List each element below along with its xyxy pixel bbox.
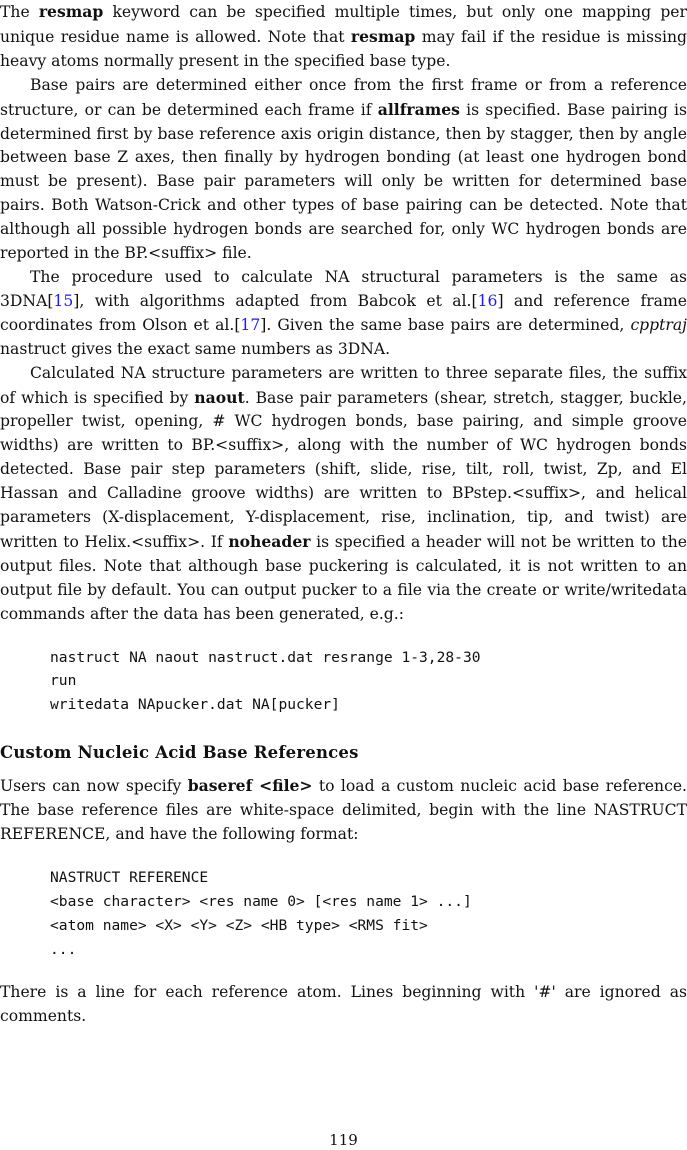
paragraph-base-pairs: Base pairs are determined either once from the first frame or from a reference structure, or can be determined each frame if allframes is specified. Base pairing is determined first by base reference axis origin distance, then by stagger, then by angle between base Z axes, then finally by hydrogen bonding (at least one hydrogen bond must be present). Base pair parameters will only be written for determined base pairs. Both Watson-Crick and other types of base pairing can be detected. Note that although all possible hydrogen bonds are searched for, only WC hydrogen bonds are reported in the BP.<suffix> file. <box>0 75 687 263</box>
code-line: <atom name> <X> <Y> <Z> <HB type> <RMS fit> <box>50 916 428 934</box>
code-line: writedata NApucker.dat NA[pucker] <box>50 696 340 714</box>
keyword-resmap-2: resmap <box>350 26 416 46</box>
keyword-noheader: noheader <box>228 531 311 551</box>
paragraph-resmap: The resmap keyword can be specified multiple times, but only one mapping per unique residue name is allowed. Note that resmap may fail if the residue is missing heavy atoms normally present in the specified base type. <box>0 2 687 70</box>
code-block-example <box>0 646 687 718</box>
keyword-baseref: baseref <file> <box>187 776 313 796</box>
section-heading: Custom Nucleic Acid Base References <box>0 743 359 763</box>
code-line: <base character> <res name 0> [<res name 1> ...] <box>50 892 472 910</box>
code-block-format <box>0 866 687 962</box>
code-line: NASTRUCT REFERENCE <box>50 869 209 886</box>
citation-link-17[interactable]: 17 <box>240 315 261 334</box>
program-name-cpptraj: cpptraj <box>630 315 687 334</box>
keyword-naout: naout <box>194 387 245 407</box>
code-line: ... <box>50 940 77 958</box>
keyword-resmap: resmap <box>38 2 104 21</box>
page-number: 119 <box>329 1131 358 1149</box>
paragraph-baseref: Users can now specify baseref <file> to load a custom nucleic acid base reference. The base reference files are white-space delimited, begin with the line NASTRUCT REFERENCE, and have the following format: <box>0 776 687 844</box>
paragraph-output-files: Calculated NA structure parameters are written to three separate files, the suffix of which is specified by naout. Base pair parameters (shear, stretch, stagger, buckle, propeller twist, opening, # WC hydrogen bonds, base pairing, and simple groove widths) are written to BP.<suffix>, along with the number of WC hydrogen bonds detected. Base pair step parameters (shift, slide, rise, tilt, roll, twist, Zp, and El Hassan and Calladine groove widths) are written to BPstep.<suffix>, and helical parameters (X-displacement, Y-displacement, rise, inclination, tip, and twist) are written to Helix.<suffix>. If noheader is specified a header will not be written to the output files. Note that although base puckering is calculated, it is not written to an output file by default. You can output pucker to a file via the create or write/writedata commands after the data has been generated, e.g.: <box>0 363 687 623</box>
citation-link-15[interactable]: 15 <box>53 291 74 310</box>
keyword-allframes: allframes <box>377 99 460 119</box>
citation-link-16[interactable]: 16 <box>477 291 498 310</box>
code-line: nastruct NA naout nastruct.dat resrange 1-3,28-30 <box>50 648 481 666</box>
code-line: run <box>50 672 77 690</box>
paragraph-reference-atoms: There is a line for each reference atom. Lines beginning with '#' are ignored as comments. <box>0 982 687 1025</box>
paragraph-procedure: The procedure used to calculate NA structural parameters is the same as 3DNA[15], with algorithms adapted from Babcok et al.[16] and reference frame coordinates from Olson et al.[17]. Given the same base pairs are determined, cpptraj nastruct gives the exact same numbers as 3DNA. <box>0 267 687 358</box>
